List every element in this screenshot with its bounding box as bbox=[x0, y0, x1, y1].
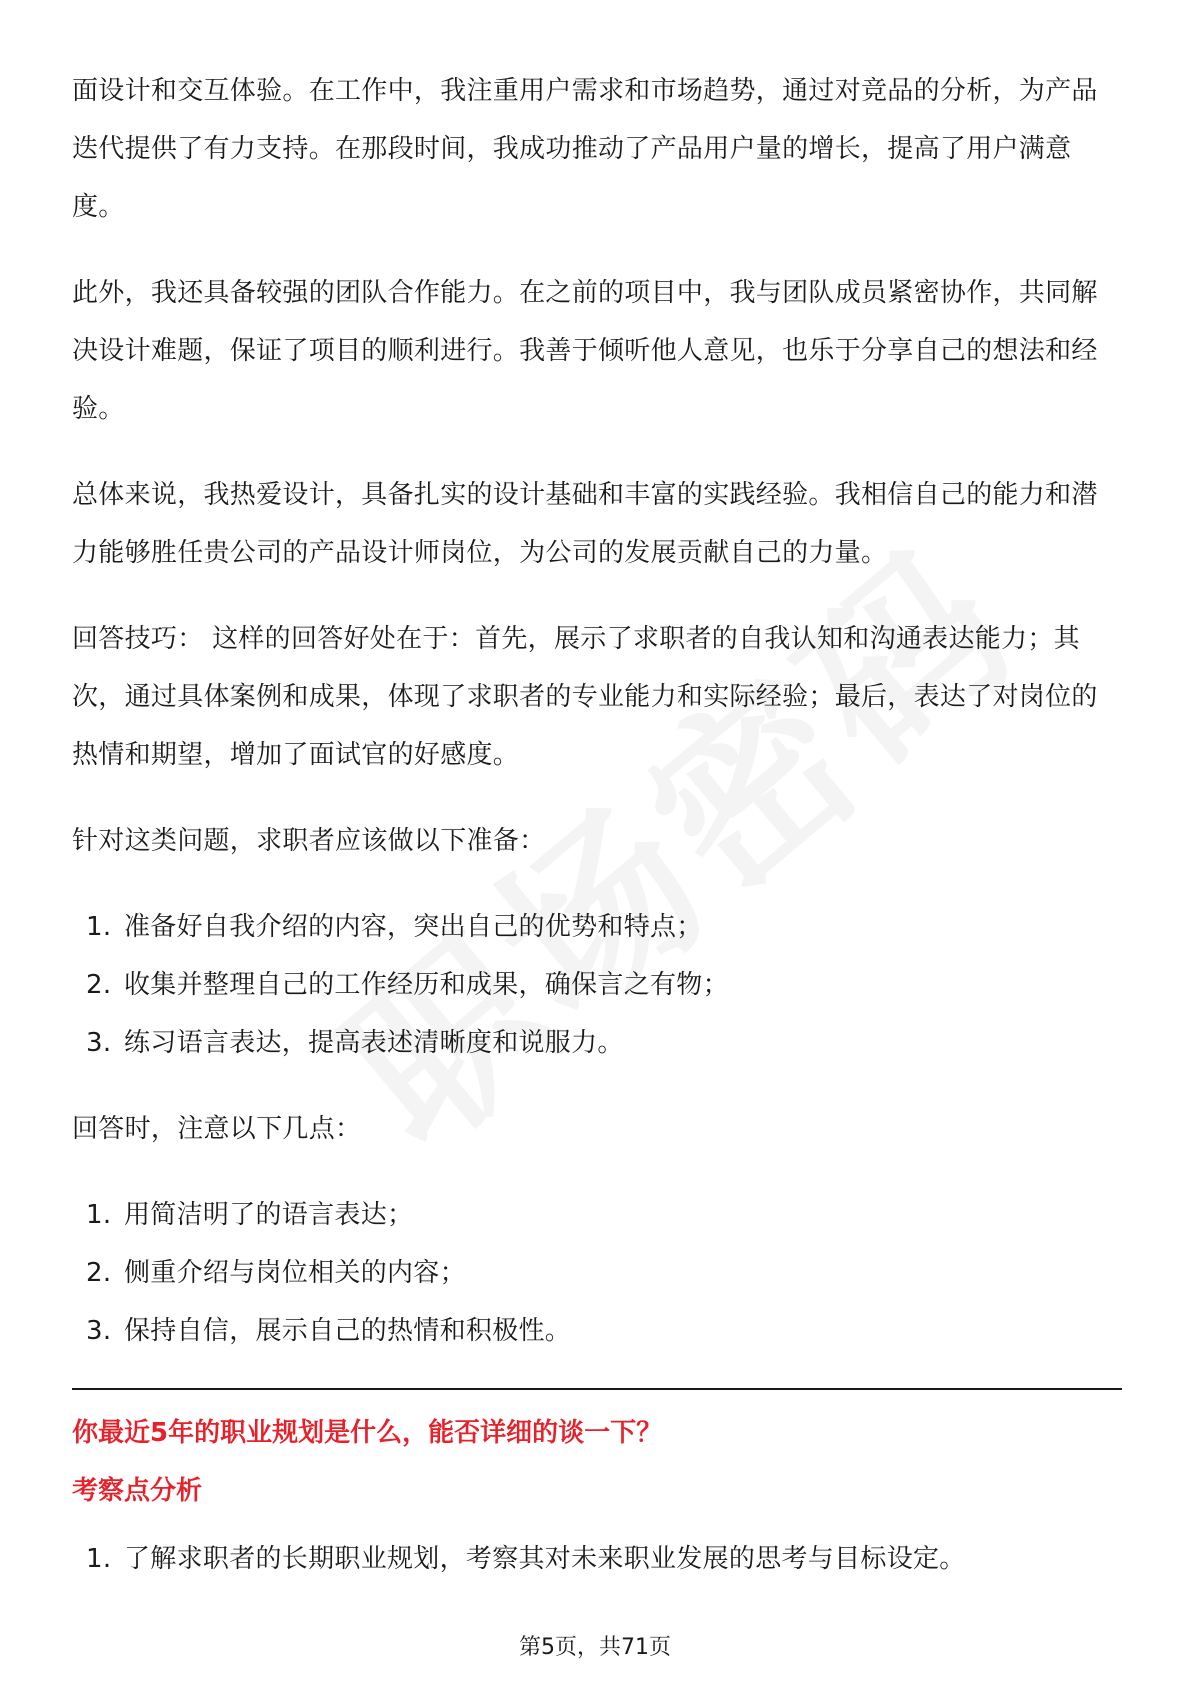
list-text: 准备好自我介绍的内容，突出自己的优势和特点； bbox=[124, 912, 703, 942]
analysis-list bbox=[72, 1530, 1122, 1588]
list-item bbox=[72, 1186, 1122, 1244]
answer-tips-paragraph: 回答技巧： 这样的回答好处在于：首先，展示了求职者的自我认知和沟通表达能力；其次，通过具体案例和成果，体现了求职者的专业能力和实际经验；最后，表达了对岗位的热情和期望，增加了面试官的好感度。 bbox=[72, 624, 1098, 770]
list-number: 1. bbox=[86, 912, 112, 942]
list-text: 用简洁明了的语言表达； bbox=[124, 1200, 414, 1230]
list-item bbox=[72, 1244, 1122, 1302]
list-number: 1. bbox=[86, 1544, 112, 1574]
list-text: 收集并整理自己的工作经历和成果，确保言之有物； bbox=[124, 970, 729, 1000]
paragraph: 面设计和交互体验。在工作中，我注重用户需求和市场趋势，通过对竞品的分析，为产品迭代提供了有力支持。在那段时间，我成功推动了产品用户量的增长，提高了用户满意度。 bbox=[72, 76, 1098, 222]
list-item bbox=[72, 1302, 1122, 1360]
list-text: 侧重介绍与岗位相关的内容； bbox=[124, 1258, 466, 1288]
notes-intro: 回答时，注意以下几点： bbox=[72, 1114, 362, 1144]
list-number: 3. bbox=[86, 1028, 112, 1058]
list-item bbox=[72, 898, 1122, 956]
list-text: 了解求职者的长期职业规划，考察其对未来职业发展的思考与目标设定。 bbox=[124, 1544, 966, 1574]
list-text: 保持自信，展示自己的热情和积极性。 bbox=[124, 1316, 572, 1346]
list-number: 2. bbox=[86, 970, 112, 1000]
section-divider bbox=[72, 1388, 1122, 1390]
page-footer: 第5页，共71页 bbox=[519, 1635, 671, 1660]
list-number: 3. bbox=[86, 1316, 112, 1346]
prep-list bbox=[72, 898, 1122, 1072]
list-item bbox=[72, 1014, 1122, 1072]
paragraph: 此外，我还具备较强的团队合作能力。在之前的项目中，我与团队成员紧密协作，共同解决设计难题，保证了项目的顺利进行。我善于倾听他人意见，也乐于分享自己的想法和经验。 bbox=[72, 278, 1098, 424]
list-number: 2. bbox=[86, 1258, 112, 1288]
list-number: 1. bbox=[86, 1200, 112, 1230]
list-text: 练习语言表达，提高表述清晰度和说服力。 bbox=[124, 1028, 624, 1058]
notes-list bbox=[72, 1186, 1122, 1360]
prep-intro: 针对这类问题，求职者应该做以下准备： bbox=[72, 826, 546, 856]
question-heading: 你最近5年的职业规划是什么，能否详细的谈一下？ bbox=[72, 1418, 663, 1448]
document-page bbox=[72, 62, 1122, 1616]
paragraph: 总体来说，我热爱设计，具备扎实的设计基础和丰富的实践经验。我相信自己的能力和潜力能够胜任贵公司的产品设计师岗位，为公司的发展贡献自己的力量。 bbox=[72, 480, 1098, 568]
list-item bbox=[72, 956, 1122, 1014]
analysis-subheading: 考察点分析 bbox=[72, 1476, 203, 1506]
list-item bbox=[72, 1530, 1122, 1588]
